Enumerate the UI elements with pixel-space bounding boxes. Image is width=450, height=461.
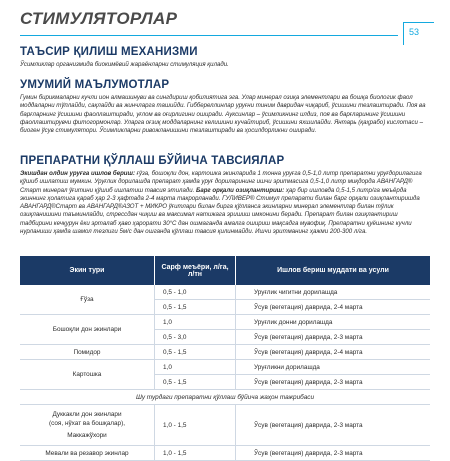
table-row (20, 446, 430, 461)
section-general-title: УМУМИЙ МАЪЛУМОТЛАР (20, 79, 170, 91)
header-term: Ишлов бериш муддати ва усули (236, 256, 431, 285)
section-general-text: Гумин бирикмаларни кучли ион алмашинуви ва сингдириш қобилиятига эга. Улар минерал озиқа элементлари ва бошқа биологик фаол моддаларни тўплайди, сақлайди ва жинчларга ташийди. Гиббереллинлар уруғни тиним давридан чиқариб, ўсишини тезлаштиради. Поя ва барғларнинг ўсишини фаоллаштиради, уғлом ва оғирлигини оширади. Ауксинлар – ўсимликнинг илдиз, поя ва барғларининг ўсишини фаоллаштирувчи фитогормонлар. Уларга оғзиқ моддаларнинг келишини кучайтириб, ўсишини яхшилайди. Янтарь (қаҳрабо) кислотаси – биоген ўсув стимулятори. Ўсимликларни ривожланишини тезлаштиради ва ҳосилдорликни оширади. (20, 94, 426, 135)
rate-cell: 0,5 - 1,0 (155, 285, 236, 300)
seed-treatment-text: ғўза, бошоқли дон, картошка экинларида 1 тонна уруғга 0,5-1,0 литр препаратни уруғдорилагига қўшиб ишлатиш мумкин. Уруғлик дорилашда препарат ҳамда уруғ дориларининг ишчи эритмасига 0,5-1,0 литр миқдорда АВАНГАРД® Старт минерал ўғитини қўшиб ишлатиш тавсия этилади. (20, 170, 422, 194)
table-row (20, 285, 430, 300)
crop-cell: Мевали ва резавор экинлар (20, 446, 155, 461)
term-cell: Ўсув (вегетация) даврида, 2-3 марта (236, 446, 431, 461)
rate-cell: 1,0 (155, 360, 236, 375)
rate-cell: 1,0 - 1,5 (155, 446, 236, 461)
chapter-title: СТИМУЛЯТОРЛАР (20, 9, 178, 28)
header-rate: Сарф меъёри, л/га, л/тн (155, 256, 236, 285)
term-cell: Ўсув (вегетация) даврида, 2-4 марта (236, 345, 431, 360)
header-divider (20, 35, 398, 36)
rate-cell: 0,5 - 1,5 (155, 300, 236, 315)
term-cell: Уруғлик чигитни дорилашда (236, 285, 431, 300)
rate-cell: 0,5 - 1,5 (155, 375, 236, 390)
world-experience-note: Шу турдаги препаратни қўллаш бўйича жаҳон тажрибаси (20, 390, 430, 405)
application-rates-table (20, 256, 430, 461)
table-row (20, 315, 430, 330)
table-header-row (20, 256, 430, 285)
header-crop: Экин тури (20, 256, 155, 285)
foliar-feeding-text: ҳар бир ишловда 0,5-1,5 литр/га меъёрда экиннинг ҳолатига қараб ҳар 2-3 ҳафтада 2-4 марта такрорланади. ГУЛИВЕР® Стимул препарати билан барг орқали озиқлантиришда АВАНГАРД®Старт ва АВАНГАРД®АЗОТ + МИКРО ўғитлари билан бирга қўлланса экинларни минерал элементлар билан тўлик озиқланишини таъминлайди, стрессдан чиқиш ва максимал натижага эришиш имконини беради. Препарат билан озиқлантириш тадбирини кечқурун ёки эрталаб ҳаво ҳарорати 30°С дан ошмаганда амалга ошириш мақсадга мувофиқ. Препаратни қуёшнинг кучли нурланиши ҳамда шамол тезлиги 5м/с дан ошганда қўллаш тавсия қилинмайди. Ишчи эритманинг ҳажми 200-300 л/га. (20, 186, 420, 236)
rate-cell: 0,5 - 1,5 (155, 345, 236, 360)
seed-treatment-lead: Экишдан олдин уруғга ишлов бериш: (20, 170, 135, 177)
rate-cell: 0,5 - 3,0 (155, 330, 236, 345)
term-cell: Ўсув (вегетация) даврида, 2-4 марта (236, 300, 431, 315)
table-row (20, 345, 430, 360)
term-cell: Ўсув (вегетация) даврида, 2-3 марта (236, 375, 431, 390)
page-header (0, 0, 450, 44)
crop-line: Маккажўхори (67, 432, 107, 439)
term-cell: Ўсув (вегетация) даврида, 2-3 марта (236, 330, 431, 345)
rate-cell: 1,0 - 1,5 (155, 405, 236, 446)
crop-cell: Бошоқли дон экинлари (20, 315, 155, 345)
rate-cell: 1,0 (155, 315, 236, 330)
section-recommendations-text (20, 170, 430, 236)
crop-cell (20, 405, 155, 446)
foliar-feeding-lead: Барг орқали озиқлантириш: (196, 186, 285, 194)
crop-cell: Ғўза (20, 285, 155, 315)
section-mechanism-text: Ўсимликлар организмида биокимёвий жараёнларни стимуляция қилади. (20, 61, 229, 68)
crop-line: (соя, нўхат ва бошқалар), (48, 420, 125, 427)
table-row (20, 405, 430, 446)
crop-line: Дуккакли дон экинлари (52, 411, 122, 418)
term-cell: Уруғликни дорилашда (236, 360, 431, 375)
term-cell: Уруғлик донни дорилашда (236, 315, 431, 330)
table-row (20, 360, 430, 375)
table-note-row (20, 390, 430, 405)
crop-cell: Картошка (20, 360, 155, 390)
crop-cell: Помидор (20, 345, 155, 360)
section-mechanism-title: ТАЪСИР ҚИЛИШ МЕХАНИЗМИ (20, 46, 198, 58)
section-recommendations-title: ПРЕПАРАТНИ ҚЎЛЛАШ БЎЙИЧА ТАВСИЯЛАР (20, 155, 285, 167)
term-cell: Ўсув (вегетация) даврида, 2-3 марта (236, 405, 431, 446)
page-number: 53 (409, 27, 420, 37)
